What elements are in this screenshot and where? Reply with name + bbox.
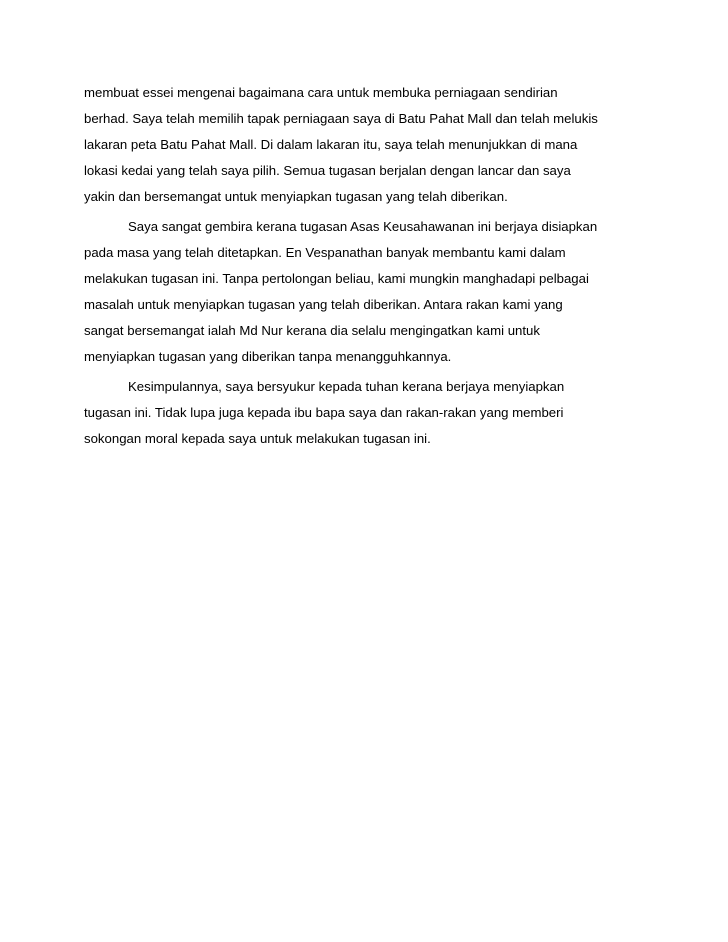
paragraph-3 bbox=[84, 374, 656, 452]
paragraph-line: masalah untuk menyiapkan tugasan yang telah diberikan. Antara rakan kami yang bbox=[84, 297, 563, 312]
paragraph-line: berhad. Saya telah memilih tapak perniagaan saya di Batu Pahat Mall dan telah melukis bbox=[84, 111, 598, 126]
paragraph-line: pada masa yang telah ditetapkan. En Vespanathan banyak membantu kami dalam bbox=[84, 245, 566, 260]
paragraph-line: yakin dan bersemangat untuk menyiapkan tugasan yang telah diberikan. bbox=[84, 189, 508, 204]
paragraph-line: Saya sangat gembira kerana tugasan Asas Keusahawanan ini berjaya disiapkan bbox=[128, 219, 598, 234]
paragraph-line: tugasan ini. Tidak lupa juga kepada ibu bapa saya dan rakan-rakan yang memberi bbox=[84, 405, 564, 420]
paragraph-line: sangat bersemangat ialah Md Nur kerana dia selalu mengingatkan kami untuk bbox=[84, 323, 540, 338]
paragraph-line: melakukan tugasan ini. Tanpa pertolongan beliau, kami mungkin manghadapi pelbagai bbox=[84, 271, 589, 286]
paragraph-line: Kesimpulannya, saya bersyukur kepada tuhan kerana berjaya menyiapkan bbox=[128, 379, 565, 394]
paragraph-2 bbox=[84, 214, 656, 370]
paragraph-line: membuat essei mengenai bagaimana cara untuk membuka perniagaan sendirian bbox=[84, 85, 558, 100]
paragraph-1 bbox=[84, 80, 656, 210]
paragraph-line: sokongan moral kepada saya untuk melakukan tugasan ini. bbox=[84, 431, 431, 446]
paragraph-line: lakaran peta Batu Pahat Mall. Di dalam lakaran itu, saya telah menunjukkan di mana bbox=[84, 137, 578, 152]
paragraph-line: lokasi kedai yang telah saya pilih. Semua tugasan berjalan dengan lancar dan saya bbox=[84, 163, 571, 178]
paragraph-line: menyiapkan tugasan yang diberikan tanpa menangguhkannya. bbox=[84, 349, 452, 364]
document-body bbox=[84, 80, 656, 456]
